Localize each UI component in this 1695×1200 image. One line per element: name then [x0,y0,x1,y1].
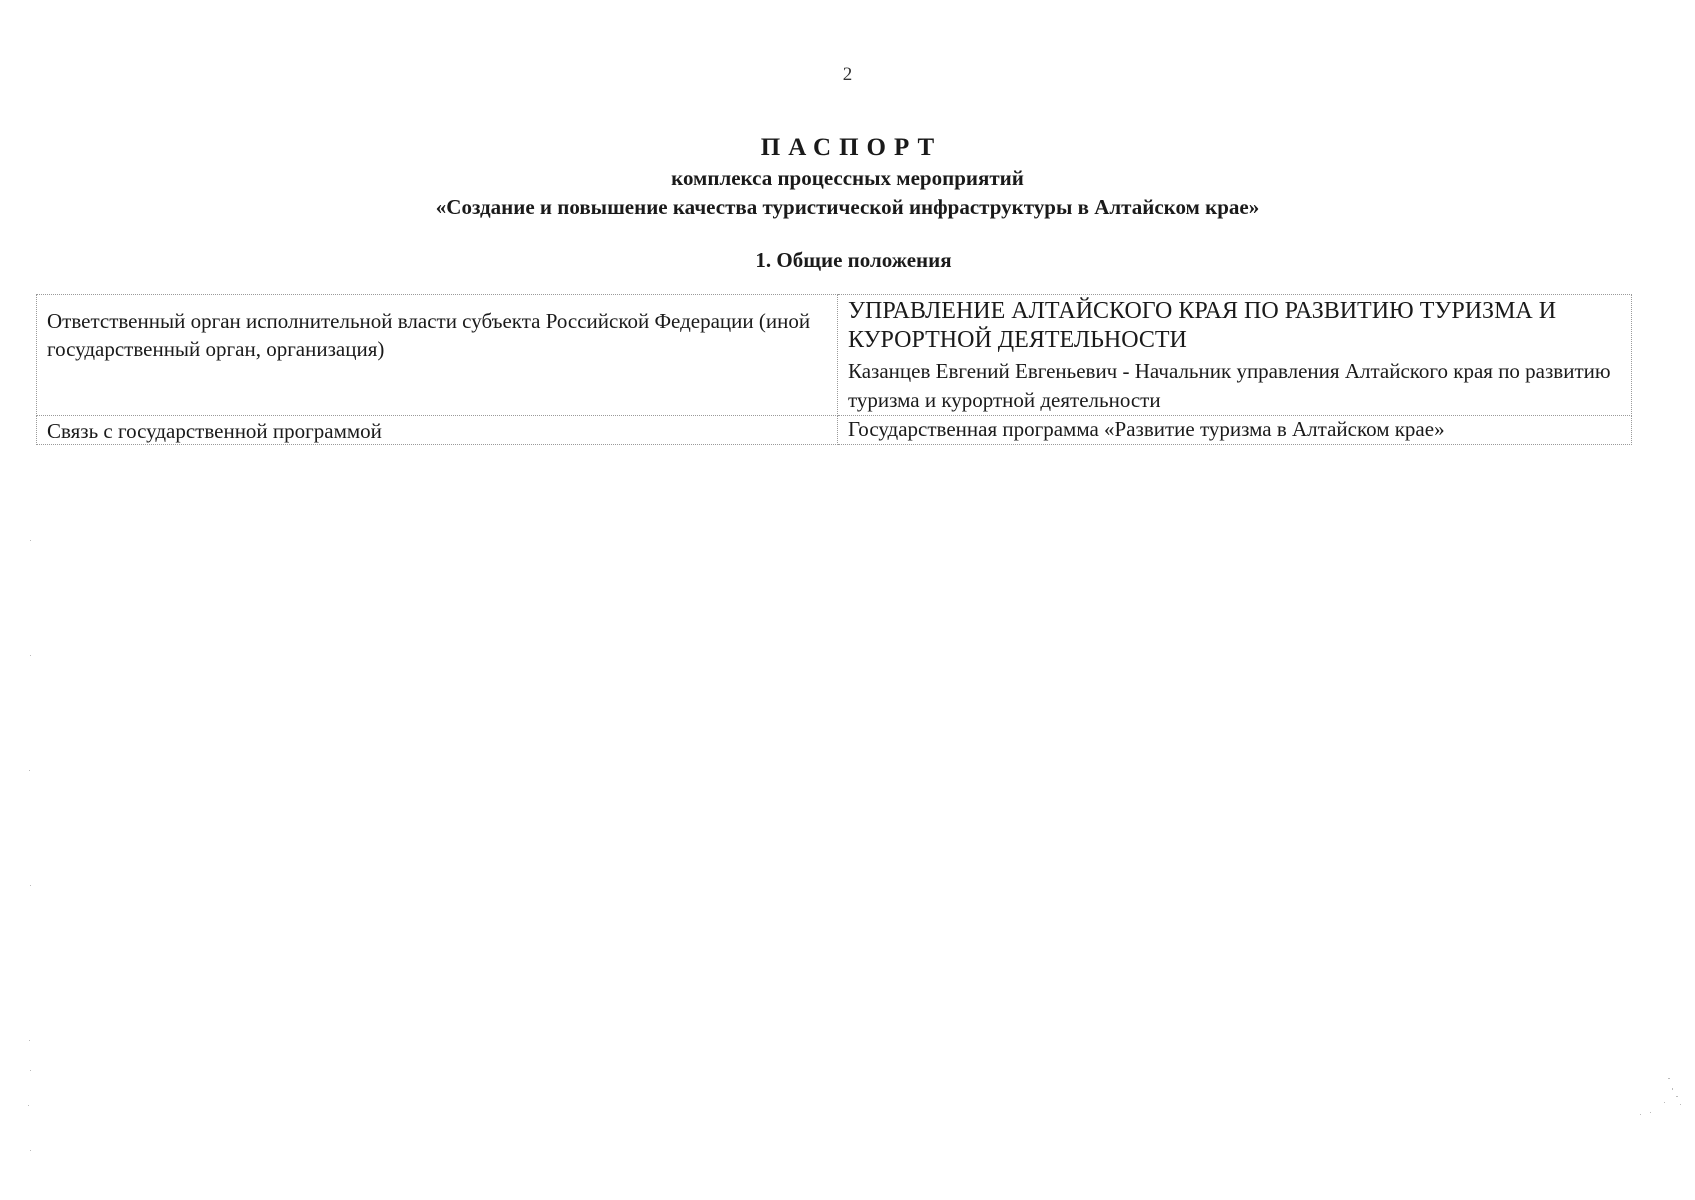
agency-name: УПРАВЛЕНИЕ АЛТАЙСКОГО КРАЯ ПО РАЗВИТИЮ ТУРИЗМА И КУРОРТНОЙ ДЕЯТЕЛЬНОСТИ [848,298,1557,353]
page-number: 2 [842,64,853,85]
responsible-body-value [838,295,1632,416]
responsible-body-label: Ответственный орган исполнительной власти субъекта Российской Федерации (иной государственный орган, организация) [37,295,838,416]
agency-head: Казанцев Евгений Евгеньевич - Начальник управления Алтайского края по развитию туризма и курортной деятельности [848,359,1611,412]
state-program-label: Связь с государственной программой [37,416,838,445]
document-header [0,132,1695,222]
document-subtitle: комплекса процессных мероприятий [671,166,1024,190]
general-provisions-table [36,294,1632,445]
program-name: «Создание и повышение качества туристической инфраструктуры в Алтайском крае» [435,195,1260,219]
section-heading: 1. Общие положения [755,248,952,272]
table-row [37,416,1632,445]
table-row [37,295,1632,416]
document-title: ПАСПОРТ [760,134,943,161]
state-program-value: Государственная программа «Развитие туризма в Алтайском крае» [838,416,1632,445]
